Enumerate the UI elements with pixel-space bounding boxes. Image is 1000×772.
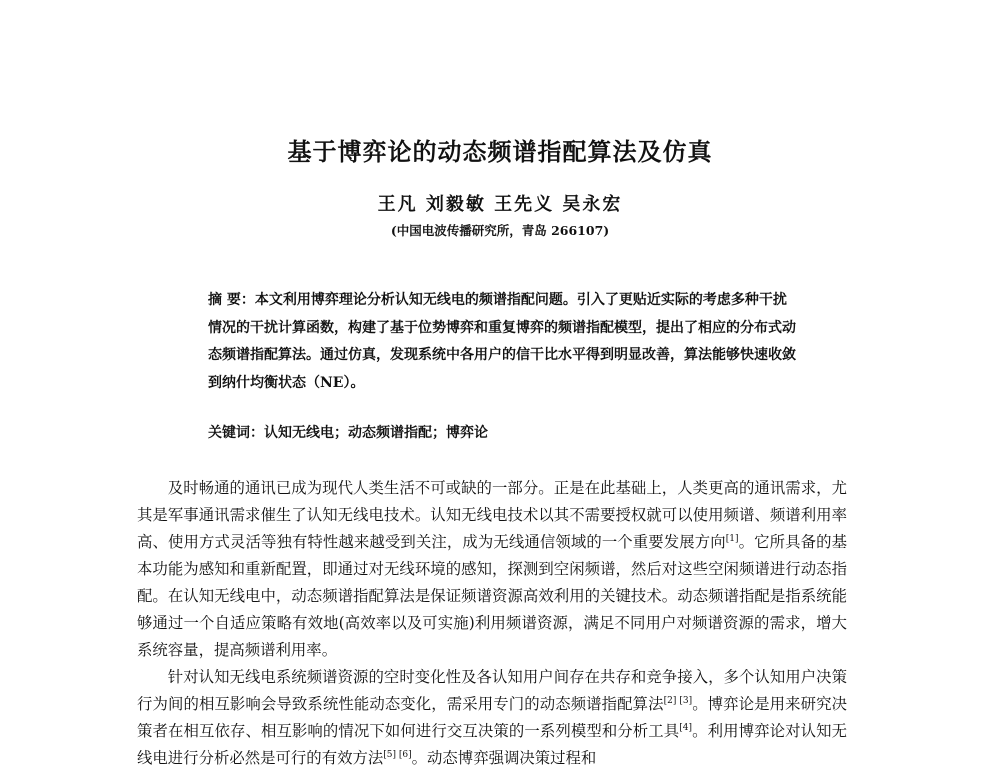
- citation: [5] [6]: [383, 749, 412, 760]
- paragraph-1-text-a: 及时畅通的通讯已成为现代人类生活不可或缺的一部分。正是在此基础上，人类更高的通讯需求，尤其是军事通讯需求催生了认知无线电技术。认知无线电技术以其不需要授权就可以使用频谱、频谱利用率高、使用方式灵活等独有特性越来越受到关注，成为无线通信领域的一个重要发展方向: [137, 479, 847, 551]
- paragraph-2-text-b: 。博弈论是用来研究决策者在相互依存、相互影响的情况下如何进行交互决策的一系列模型和分析工具: [137, 695, 847, 740]
- paragraph-2-text-a: 针对认知无线电系统频谱资源的空时变化性及各认知用户间存在共存和竞争接入，多个认知用户决策行为间的相互影响会导致系统性能动态变化，需采用专门的动态频谱指配算法: [137, 668, 847, 713]
- citation: [4]: [679, 722, 693, 733]
- body-text: [137, 475, 847, 772]
- keywords: [208, 421, 800, 445]
- paragraph-1-text-b: 。它所具备的基本功能为感知和重新配置，即通过对无线环境的感知，探测到空闲频谱，然后对这些空闲频谱进行动态指配。在认知无线电中，动态频谱指配算法是保证频谱资源高效利用的关键技术。动态频谱指配是指系统能够通过一个自适应策略有效地(高效率以及可实施)利用频谱资源，满足不同用户对频谱资源的需求，增大系统容量，提高频谱利用率。: [137, 533, 847, 659]
- citation: [2] [3]: [663, 695, 693, 706]
- paragraph-2-text-c: 。利用博弈论对认知无线电进行分析必然是可行的有效方法: [137, 722, 847, 767]
- abstract-text: 本文利用博弈理论分析认知无线电的频谱指配问题。引入了更贴近实际的考虑多种干扰情况的干扰计算函数，构建了基于位势博弈和重复博弈的频谱指配模型，提出了相应的分布式动态频谱指配算法。通过仿真，发现系统中各用户的信干比水平得到明显改善，算法能够快速收敛到纳什均衡状态（NE）。: [208, 292, 796, 391]
- citation: [1]: [725, 533, 739, 544]
- paper-authors: 王凡 刘毅敏 王先义 吴永宏: [377, 194, 623, 215]
- paragraph-2: [137, 664, 847, 772]
- abstract-label: 摘 要：: [208, 292, 255, 308]
- paragraph-1: [137, 475, 847, 664]
- paragraph-2-text-d: 。动态博弈强调决策过程和: [411, 749, 597, 767]
- keywords-label: 关键词：: [208, 425, 264, 441]
- abstract: [208, 287, 800, 397]
- paper-affiliation: (中国电波传播研究所，青岛 266107): [390, 223, 610, 238]
- paper-title: 基于博弈论的动态频谱指配算法及仿真: [287, 137, 713, 166]
- keywords-text: 认知无线电；动态频谱指配；博弈论: [264, 425, 488, 441]
